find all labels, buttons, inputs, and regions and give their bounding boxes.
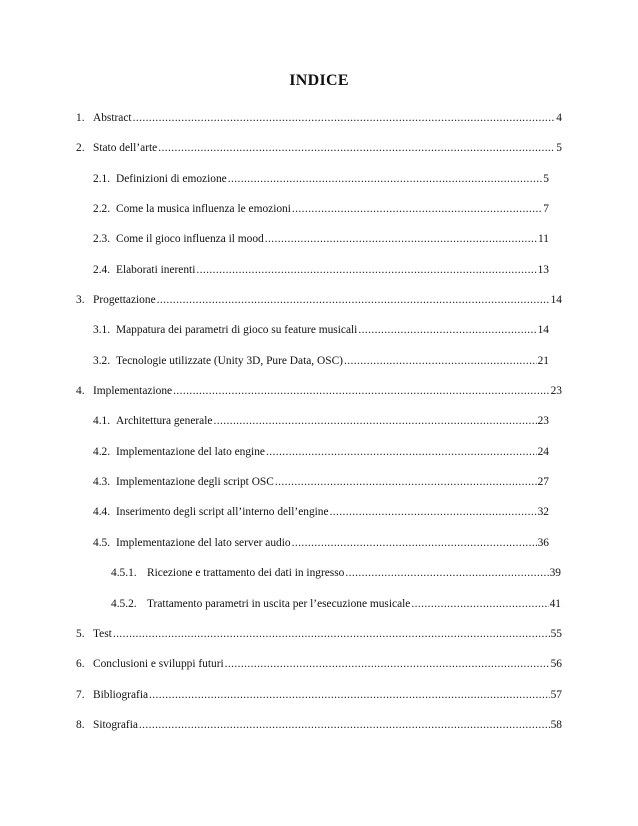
toc-entry — [0, 200, 549, 230]
toc-entry-label: Conclusioni e sviluppi futuri — [93, 658, 224, 671]
toc-entry — [0, 382, 562, 412]
toc-entry — [0, 443, 549, 473]
toc-entry-number: 2. — [76, 142, 85, 155]
toc-entry-number: 4.5. — [93, 536, 111, 549]
toc-entry-page-number: 56 — [550, 658, 562, 671]
toc-entry-label: Bibliografia — [93, 688, 149, 701]
toc-entry-number: 5. — [76, 627, 85, 640]
toc-dot-leader — [358, 321, 536, 339]
toc-dot-leader — [265, 230, 537, 248]
toc-entry-label: Test — [93, 627, 112, 640]
toc-entry-number: 3. — [76, 294, 85, 307]
toc-entry-number: 4.2. — [93, 445, 111, 458]
toc-entry-label: Elaborati inerenti — [116, 263, 196, 276]
toc-entry — [0, 412, 549, 442]
toc-entry-number: 4.1. — [93, 415, 111, 428]
toc-entry-page-number: 11 — [538, 233, 549, 246]
toc-entry — [0, 595, 561, 625]
toc-entry-label: Implementazione del lato engine — [116, 445, 265, 458]
toc-dot-leader — [275, 473, 537, 491]
toc-entry-number: 2.1. — [93, 172, 111, 185]
toc-entry-label: Progettazione — [93, 294, 156, 307]
toc-entry-page-number: 13 — [537, 263, 549, 276]
toc-entry-number: 2.2. — [93, 203, 111, 216]
toc-entry — [0, 534, 549, 564]
toc-entry-page-number: 39 — [549, 567, 561, 580]
toc-dot-leader — [344, 352, 537, 370]
toc-dot-leader — [196, 261, 536, 279]
toc-dot-leader — [292, 200, 542, 218]
toc-entry-page-number: 23 — [537, 415, 549, 428]
toc-dot-leader — [330, 503, 537, 521]
toc-entry — [0, 139, 562, 169]
table-of-contents — [0, 109, 638, 746]
toc-entry-label: Stato dell’arte — [93, 142, 158, 155]
toc-entry-page-number: 55 — [550, 627, 562, 640]
toc-entry-label: Sitografia — [93, 718, 138, 731]
toc-dot-leader — [345, 564, 548, 582]
toc-entry-label: Tecnologie utilizzate (Unity 3D, Pure Data, OSC) — [116, 354, 343, 367]
toc-dot-leader — [133, 109, 556, 127]
toc-entry-number: 4. — [76, 385, 85, 398]
toc-entry-number: 6. — [76, 658, 85, 671]
toc-entry-label: Abstract — [93, 112, 132, 124]
toc-entry-number: 2.3. — [93, 233, 111, 246]
toc-entry — [0, 321, 549, 351]
toc-entry-page-number: 14 — [550, 294, 562, 307]
toc-entry — [0, 655, 562, 685]
toc-entry — [0, 352, 549, 382]
toc-entry-label: Architettura generale — [116, 415, 213, 428]
toc-entry — [0, 473, 549, 503]
toc-entry-page-number: 57 — [550, 688, 562, 701]
toc-entry-number: 2.4. — [93, 263, 111, 276]
toc-entry — [0, 291, 562, 321]
toc-entry-label: Trattamento parametri in uscita per l’esecuzione musicale — [147, 597, 411, 610]
toc-entry — [0, 230, 549, 260]
toc-entry-page-number: 27 — [537, 476, 549, 489]
toc-entry-number: 4.4. — [93, 506, 111, 519]
toc-entry — [0, 109, 562, 139]
toc-entry — [0, 625, 562, 655]
toc-entry — [0, 503, 549, 533]
toc-entry-page-number: 24 — [537, 445, 549, 458]
toc-entry-label: Implementazione del lato server audio — [116, 536, 291, 549]
toc-entry-page-number: 36 — [537, 536, 549, 549]
toc-entry-label: Definizioni di emozione — [116, 172, 227, 185]
page-title: INDICE — [289, 72, 349, 89]
toc-entry-page-number: 7 — [543, 203, 549, 216]
toc-dot-leader — [173, 382, 550, 400]
toc-dot-leader — [225, 655, 550, 673]
toc-entry-number: 7. — [76, 688, 85, 701]
toc-dot-leader — [139, 716, 550, 734]
toc-dot-leader — [266, 443, 537, 461]
toc-entry — [0, 170, 549, 200]
toc-entry-page-number: 4 — [556, 112, 562, 124]
toc-entry-page-number: 41 — [549, 597, 561, 610]
toc-entry-label: Mappatura dei parametri di gioco su feature musicali — [116, 324, 358, 337]
toc-entry-page-number: 21 — [537, 354, 549, 367]
toc-entry — [0, 716, 562, 746]
toc-dot-leader — [228, 170, 543, 188]
toc-entry-page-number: 23 — [550, 385, 562, 398]
toc-entry-label: Come la musica influenza le emozioni — [116, 203, 291, 216]
toc-entry-number: 4.5.1. — [111, 567, 137, 580]
toc-dot-leader — [157, 291, 550, 309]
toc-entry-page-number: 5 — [543, 172, 549, 185]
toc-dot-leader — [292, 534, 537, 552]
toc-dot-leader — [149, 686, 550, 704]
toc-entry-label: Implementazione — [93, 385, 173, 398]
toc-entry-number: 1. — [76, 112, 85, 124]
toc-entry — [0, 564, 561, 594]
toc-entry-page-number: 5 — [556, 142, 562, 155]
toc-entry-page-number: 58 — [550, 718, 562, 731]
toc-entry-number: 3.1. — [93, 324, 111, 337]
toc-entry-label: Come il gioco influenza il mood — [116, 233, 264, 246]
toc-entry-page-number: 14 — [537, 324, 549, 337]
toc-entry-number: 3.2. — [93, 354, 111, 367]
toc-dot-leader — [411, 595, 548, 613]
toc-entry-number: 4.3. — [93, 476, 111, 489]
toc-dot-leader — [213, 412, 536, 430]
toc-entry-page-number: 32 — [537, 506, 549, 519]
toc-entry-number: 4.5.2. — [111, 597, 137, 610]
toc-entry-label: Ricezione e trattamento dei dati in ingresso — [147, 567, 345, 580]
toc-entry — [0, 686, 562, 716]
toc-entry-label: Inserimento degli script all’interno dell’engine — [116, 506, 329, 519]
toc-entry — [0, 261, 549, 291]
toc-entry-label: Implementazione degli script OSC — [116, 476, 274, 489]
toc-dot-leader — [113, 625, 550, 643]
toc-entry-number: 8. — [76, 718, 85, 731]
toc-dot-leader — [158, 139, 555, 157]
